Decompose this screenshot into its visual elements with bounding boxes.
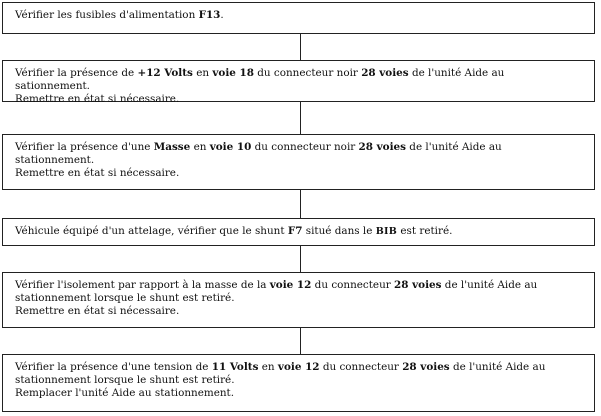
step-text-segment: voie 12 (269, 279, 312, 291)
step-text-segment: Remettre en état si nécessaire. (15, 305, 180, 317)
step-text-segment: Vérifier les fusibles d'alimentation (15, 9, 199, 21)
step-box-5 (2, 272, 595, 328)
step-text-segment: Remplacer l'unité Aide au stationnement. (15, 387, 235, 399)
step-text-segment: 28 voies (361, 67, 409, 79)
connector-line-3 (300, 190, 301, 218)
step-text-segment: Masse (153, 141, 191, 153)
step-text-segment: F7 (287, 225, 303, 237)
step-text-segment: 11 Volts (211, 361, 259, 373)
step-3-line-2 (15, 167, 582, 180)
step-text-segment: voie 10 (209, 141, 252, 153)
step-text-segment: Remettre en état si nécessaire. (15, 167, 180, 179)
step-text-segment: voie 12 (277, 361, 320, 373)
step-text-segment: Vérifier la présence d'une tension de (15, 361, 212, 373)
step-text-segment: Véhicule équipé d'un attelage, vérifier que le shunt (15, 225, 288, 237)
step-text-segment: de l'unité Aide au stationnement. (15, 141, 502, 166)
step-text-segment: est retiré. (397, 225, 453, 237)
step-box-6 (2, 354, 595, 412)
step-text-segment: 28 voies (394, 279, 442, 291)
step-text-segment: de l'unité Aide au stationnement lorsque le shunt est retiré. (15, 279, 538, 304)
step-text-segment: en (258, 361, 278, 373)
step-1-line-1 (15, 9, 582, 22)
step-text-segment: Vérifier la présence de (15, 67, 138, 79)
step-box-2 (2, 60, 595, 105)
step-text-segment: du connecteur (311, 279, 395, 291)
step-box-4 (2, 218, 595, 246)
step-text-segment: voie 18 (212, 67, 254, 79)
connector-line-2 (300, 102, 301, 134)
connector-line-4 (300, 246, 301, 272)
step-5-line-2 (15, 305, 582, 318)
step-box-3 (2, 134, 595, 190)
connector-line-1 (300, 34, 301, 60)
step-text-segment: Vérifier la présence d'une (15, 141, 154, 153)
step-text-segment: +12 Volts (137, 67, 193, 79)
step-text-segment: F13 (198, 9, 221, 21)
step-text-segment: situé dans le (302, 225, 376, 237)
connector-line-5 (300, 328, 301, 354)
step-4-line-1 (15, 225, 582, 238)
step-text-segment: 28 voies (358, 141, 406, 153)
step-2-line-1 (15, 67, 582, 93)
step-text-segment: BIB (375, 226, 398, 237)
step-text-segment: de l'unité Aide au sationnement. (15, 67, 505, 92)
step-text-segment: de l'unité Aide au stationnement lorsque le shunt est retiré. (15, 361, 546, 386)
step-box-1 (2, 2, 595, 34)
step-6-line-1 (15, 361, 582, 387)
step-text-segment: Vérifier l'isolement par rapport à la masse de la (15, 279, 270, 291)
step-text-segment: 28 voies (402, 361, 450, 373)
step-text-segment: du connecteur noir (253, 67, 362, 79)
step-text-segment: du connecteur (319, 361, 403, 373)
step-2-line-2 (15, 93, 582, 106)
step-text-segment: . (220, 9, 224, 21)
step-5-line-1 (15, 279, 582, 305)
step-6-line-2 (15, 387, 582, 400)
step-text-segment: en (192, 67, 213, 79)
step-text-segment: du connecteur noir (251, 141, 359, 153)
step-text-segment: Remettre en état si nécessaire. (15, 93, 180, 105)
step-3-line-1 (15, 141, 582, 167)
step-text-segment: en (190, 141, 210, 153)
